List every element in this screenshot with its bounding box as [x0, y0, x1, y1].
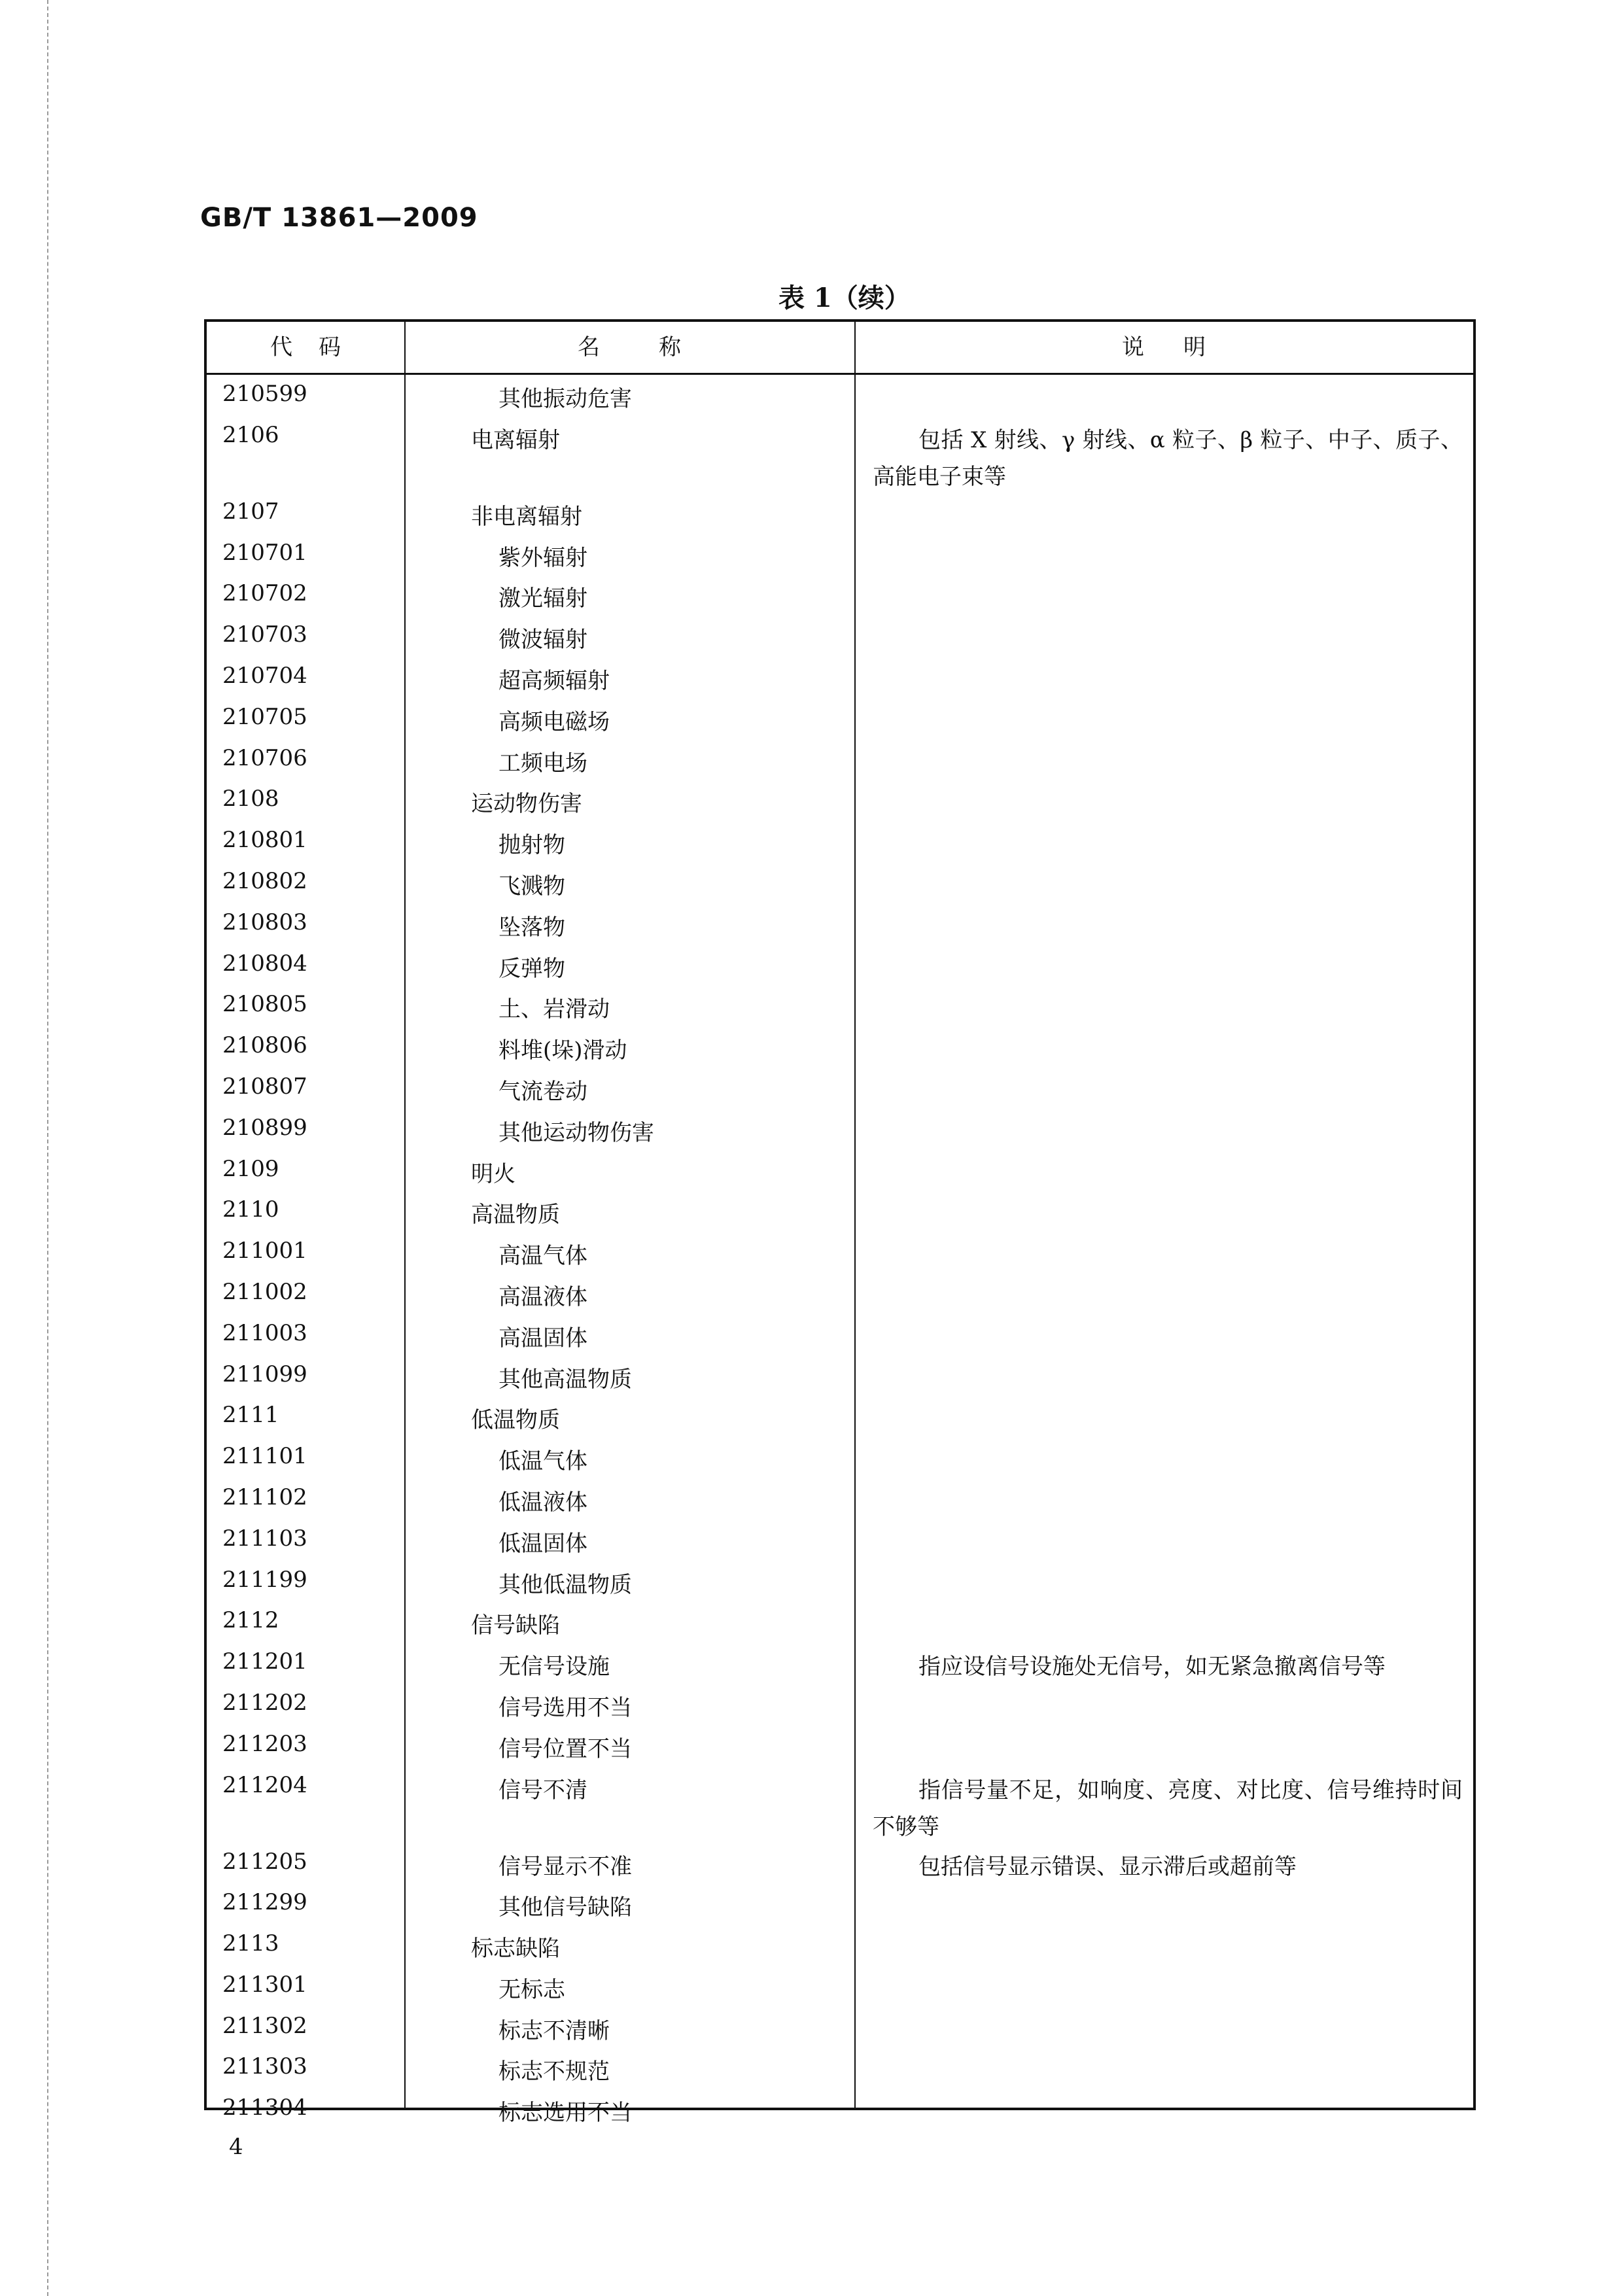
table-row [207, 1027, 1473, 1068]
row-name: 低温气体 [498, 1448, 587, 1475]
table-row [207, 1232, 1473, 1274]
row-name: 土、岩滑动 [498, 996, 610, 1023]
table-row [207, 1767, 1473, 1843]
row-code: 211202 [222, 1689, 307, 1716]
row-code: 211003 [222, 1319, 307, 1346]
table-row [207, 1966, 1473, 2008]
row-code: 211301 [222, 1971, 307, 1998]
row-code: 211099 [222, 1361, 307, 1387]
row-name: 坠落物 [498, 914, 565, 941]
row-name: 高温固体 [498, 1325, 587, 1351]
row-code: 211002 [222, 1278, 307, 1305]
column-header-name: 名称 [578, 334, 740, 360]
table-row [207, 2089, 1473, 2131]
row-name: 微波辐射 [498, 627, 587, 653]
table-row [207, 699, 1473, 740]
row-code: 211299 [222, 1889, 307, 1916]
row-code: 211302 [222, 2012, 307, 2039]
row-name: 料堆(垛)滑动 [498, 1037, 627, 1064]
table-row [207, 1191, 1473, 1232]
row-name: 标志不规范 [498, 2059, 610, 2085]
table-row [207, 1520, 1473, 1561]
row-name: 无标志 [498, 1976, 565, 2003]
table-row [207, 2048, 1473, 2089]
hazard-code-table [204, 319, 1476, 2127]
row-description: 指信号量不足，如响度、亮度、对比度、信号维持时间不够等 [873, 1777, 1463, 1840]
row-code: 210703 [222, 621, 307, 648]
row-name: 超高频辐射 [498, 667, 610, 694]
row-name: 其他低温物质 [498, 1571, 632, 1598]
row-name: 其他高温物质 [498, 1366, 632, 1393]
row-description: 包括 X 射线、γ 射线、α 粒子、β 粒子、中子、质子、高能电子束等 [873, 426, 1463, 490]
row-code: 211201 [222, 1648, 307, 1675]
row-name: 激光辐射 [498, 585, 587, 612]
page-number: 4 [229, 2134, 243, 2160]
table-row [207, 417, 1473, 493]
row-name: 无信号设施 [498, 1654, 610, 1680]
table-title: 表 1（续） [778, 283, 911, 313]
row-name: 气流卷动 [498, 1078, 587, 1105]
table-row [207, 1315, 1473, 1356]
table-row [207, 1561, 1473, 1603]
table-row [207, 945, 1473, 986]
table-row [207, 1438, 1473, 1479]
row-code: 2107 [222, 498, 279, 525]
table-row [207, 904, 1473, 945]
row-name: 反弹物 [498, 955, 565, 982]
table-row [207, 1109, 1473, 1151]
row-name: 高温物质 [471, 1202, 560, 1228]
table-row [207, 2008, 1473, 2049]
row-description: 指应设信号设施处无信号，如无紧急撤离信号等 [918, 1654, 1386, 1680]
table-row [207, 1151, 1473, 1192]
row-code: 210705 [222, 703, 307, 730]
row-name: 信号显示不准 [498, 1853, 632, 1880]
row-code: 210804 [222, 950, 307, 977]
row-name: 标志选用不当 [498, 2100, 632, 2127]
row-code: 211199 [222, 1566, 307, 1593]
table-row [207, 375, 1473, 417]
row-code: 210806 [222, 1032, 307, 1059]
table-row [207, 1479, 1473, 1520]
table-row [207, 534, 1473, 576]
table-row [207, 986, 1473, 1027]
row-name: 电离辐射 [471, 426, 560, 453]
row-code: 2109 [222, 1155, 279, 1182]
column-header-code: 代码 [270, 334, 367, 360]
table-row [207, 740, 1473, 781]
row-code: 2111 [222, 1402, 279, 1429]
table-body [207, 375, 1473, 2131]
row-name: 抛射物 [498, 832, 565, 859]
table-row [207, 616, 1473, 657]
row-code: 211205 [222, 1848, 307, 1875]
row-name: 飞溅物 [498, 873, 565, 899]
row-code: 210599 [222, 381, 307, 407]
header-divider [207, 373, 1473, 375]
table-row [207, 657, 1473, 699]
row-name: 高频电磁场 [498, 708, 610, 735]
row-name: 明火 [471, 1160, 515, 1187]
row-name: 信号选用不当 [498, 1694, 632, 1721]
row-name: 工频电场 [498, 750, 587, 776]
table-row [207, 1643, 1473, 1684]
row-name: 标志缺陷 [471, 1936, 560, 1962]
row-code: 211203 [222, 1730, 307, 1757]
row-code: 210805 [222, 991, 307, 1018]
row-code: 211204 [222, 1771, 307, 1798]
row-code: 211304 [222, 2095, 307, 2121]
table-row [207, 780, 1473, 822]
row-code: 211001 [222, 1238, 307, 1264]
row-name: 其他运动物伤害 [498, 1119, 654, 1146]
row-code: 210803 [222, 909, 307, 935]
table-row [207, 1397, 1473, 1438]
row-code: 211103 [222, 1525, 307, 1552]
row-code: 210807 [222, 1073, 307, 1100]
table-row [207, 1356, 1473, 1397]
row-code: 2113 [222, 1930, 279, 1957]
row-code: 210701 [222, 539, 307, 566]
row-code: 2110 [222, 1196, 279, 1223]
table-row [207, 1925, 1473, 1966]
table-row [207, 1843, 1473, 1885]
row-name: 标志不清晰 [498, 2017, 610, 2044]
table-row [207, 822, 1473, 863]
table-row [207, 1684, 1473, 1726]
row-name: 信号缺陷 [471, 1612, 560, 1639]
row-name: 高温气体 [498, 1243, 587, 1270]
row-code: 211102 [222, 1484, 307, 1510]
table-row [207, 1726, 1473, 1767]
table-row [207, 493, 1473, 534]
row-description: 包括信号显示错误、显示滞后或超前等 [918, 1853, 1297, 1880]
row-code: 211303 [222, 2053, 307, 2080]
row-code: 210706 [222, 744, 307, 771]
document-code: GB/T 13861—2009 [200, 203, 478, 233]
row-code: 210704 [222, 662, 307, 689]
row-code: 2112 [222, 1607, 279, 1634]
row-name: 紫外辐射 [498, 544, 587, 571]
row-code: 2108 [222, 786, 279, 812]
row-code: 210899 [222, 1114, 307, 1141]
row-name: 其他信号缺陷 [498, 1894, 632, 1921]
row-name: 高温液体 [498, 1283, 587, 1310]
row-name: 信号位置不当 [498, 1735, 632, 1762]
row-name: 低温固体 [498, 1530, 587, 1557]
row-code: 210702 [222, 580, 307, 607]
row-code: 210802 [222, 867, 307, 894]
table-row [207, 863, 1473, 904]
column-header-description: 说明 [1122, 334, 1245, 360]
table-row [207, 1884, 1473, 1925]
row-name: 其他振动危害 [498, 386, 632, 412]
row-name: 低温液体 [498, 1489, 587, 1516]
row-code: 210801 [222, 827, 307, 854]
table-row [207, 1602, 1473, 1643]
row-name: 运动物伤害 [471, 791, 582, 818]
row-code: 2106 [222, 421, 279, 448]
row-name: 信号不清 [498, 1777, 587, 1803]
row-name: 低温物质 [471, 1407, 560, 1434]
row-code: 211101 [222, 1443, 307, 1470]
table-row [207, 1068, 1473, 1109]
row-name: 非电离辐射 [471, 503, 582, 530]
table-row [207, 575, 1473, 616]
table-row [207, 1274, 1473, 1315]
scan-edge-line [47, 0, 48, 2296]
